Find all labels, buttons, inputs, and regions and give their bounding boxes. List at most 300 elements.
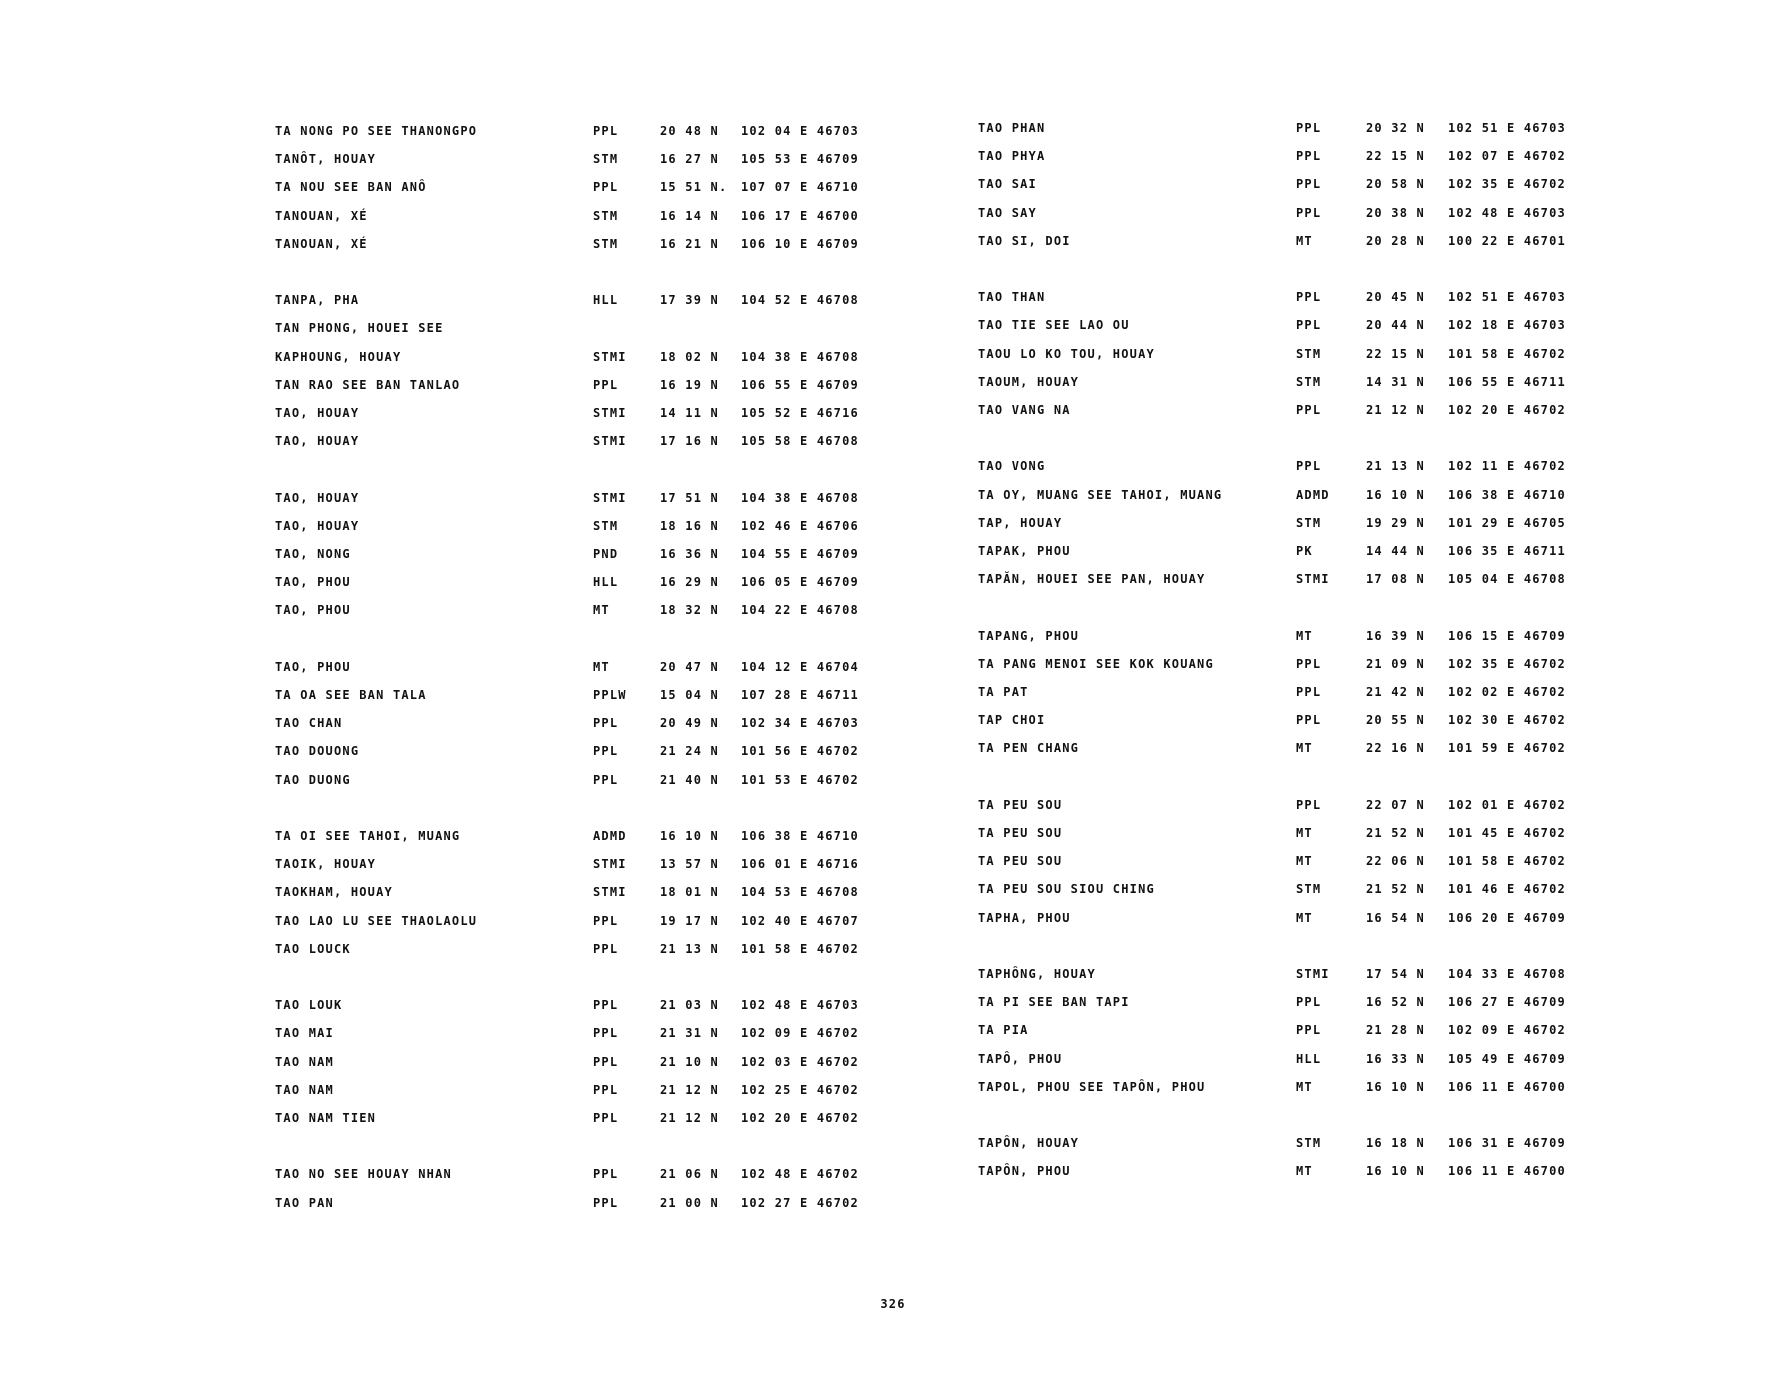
latitude: 20 58 N <box>1366 177 1425 192</box>
latitude: 22 06 N <box>1366 854 1425 869</box>
feature-type: PPL <box>1296 797 1322 812</box>
gazetteer-entry <box>978 657 1618 677</box>
longitude-and-sheet: 106 15 E 46709 <box>1448 628 1566 643</box>
feature-type: STMI <box>593 857 627 872</box>
feature-type: PPL <box>593 744 619 759</box>
gazetteer-entry <box>275 744 915 764</box>
gazetteer-entry <box>275 378 915 398</box>
place-name: TAO VANG NA <box>978 403 1071 417</box>
latitude: 21 24 N <box>660 744 719 759</box>
longitude-and-sheet: 100 22 E 46701 <box>1448 233 1566 248</box>
place-name: TAO, PHOU <box>275 603 351 618</box>
longitude-and-sheet: 106 38 E 46710 <box>1448 487 1566 502</box>
feature-type: PPL <box>593 124 619 138</box>
longitude-and-sheet: 104 53 E 46708 <box>741 885 859 900</box>
gazetteer-entry <box>275 603 915 623</box>
place-name: TAPÔN, HOUAY <box>978 1136 1080 1151</box>
gazetteer-entry <box>978 1023 1618 1043</box>
longitude-and-sheet: 106 38 E 46710 <box>741 829 859 843</box>
latitude: 17 08 N <box>1366 572 1425 587</box>
gazetteer-entry <box>275 914 915 934</box>
place-name: TAO NAM TIEN <box>275 1111 377 1125</box>
longitude-and-sheet: 102 30 E 46702 <box>1448 713 1566 728</box>
feature-type: PPL <box>1296 1023 1322 1038</box>
longitude-and-sheet: 101 58 E 46702 <box>1448 346 1566 361</box>
gazetteer-entry <box>275 1026 915 1046</box>
place-name: TAO, HOUAY <box>275 490 360 505</box>
place-name: TAPÔ, PHOU <box>978 1051 1063 1066</box>
gazetteer-entry <box>978 459 1618 479</box>
longitude-and-sheet: 107 28 E 46711 <box>741 688 859 702</box>
longitude-and-sheet: 102 34 E 46703 <box>741 716 859 731</box>
feature-type: PPL <box>593 998 619 1013</box>
place-name: TAO MAI <box>275 1026 334 1041</box>
gazetteer-entry <box>275 1167 915 1187</box>
gazetteer-entry <box>978 149 1618 169</box>
longitude-and-sheet: 102 27 E 46702 <box>741 1195 859 1210</box>
place-name: TAO TIE SEE LAO OU <box>978 318 1130 333</box>
gazetteer-entry <box>978 713 1618 733</box>
latitude: 16 10 N <box>1366 1164 1425 1179</box>
feature-type: PPL <box>1296 205 1322 220</box>
longitude-and-sheet: 104 22 E 46708 <box>741 603 859 618</box>
feature-type: PPL <box>593 1026 619 1041</box>
longitude-and-sheet: 101 45 E 46702 <box>1448 826 1566 840</box>
gazetteer-entry <box>275 716 915 736</box>
latitude: 18 01 N <box>660 885 719 900</box>
latitude: 16 36 N <box>660 547 719 561</box>
latitude: 21 00 N <box>660 1195 719 1210</box>
place-name: TAO DUONG <box>275 772 351 787</box>
latitude: 16 18 N <box>1366 1136 1425 1151</box>
feature-type: STM <box>593 208 619 223</box>
place-name: TAO, HOUAY <box>275 406 360 420</box>
place-name: TAO THAN <box>978 290 1046 305</box>
longitude-and-sheet: 101 29 E 46705 <box>1448 515 1566 530</box>
gazetteer-entry <box>978 375 1618 395</box>
place-name: TAOUM, HOUAY <box>978 374 1080 389</box>
gazetteer-entry <box>978 995 1618 1015</box>
feature-type: PPL <box>1296 713 1322 728</box>
gazetteer-entry <box>275 124 915 144</box>
longitude-and-sheet: 102 48 E 46703 <box>741 998 859 1013</box>
feature-type: STMI <box>1296 967 1330 981</box>
feature-type: PPL <box>1296 403 1322 417</box>
latitude: 15 51 N. <box>660 180 728 195</box>
place-name: TAO, NONG <box>275 547 351 561</box>
place-name: TAPOL, PHOU SEE TAPÔN, PHOU <box>978 1079 1206 1094</box>
feature-type: PPLW <box>593 688 627 702</box>
gazetteer-entry <box>978 177 1618 197</box>
gazetteer-entry <box>978 206 1618 226</box>
feature-type: MT <box>1296 854 1313 869</box>
place-name: TANOUAN, XÉ <box>275 208 368 223</box>
feature-type: HLL <box>1296 1051 1322 1066</box>
latitude: 22 15 N <box>1366 346 1425 361</box>
longitude-and-sheet: 104 52 E 46708 <box>741 293 859 308</box>
feature-type: MT <box>1296 910 1313 925</box>
gazetteer-entry <box>275 350 915 370</box>
longitude-and-sheet: 101 56 E 46702 <box>741 744 859 759</box>
latitude: 21 31 N <box>660 1026 719 1041</box>
latitude: 13 57 N <box>660 857 719 872</box>
longitude-and-sheet: 105 49 E 46709 <box>1448 1051 1566 1066</box>
longitude-and-sheet: 102 51 E 46703 <box>1448 290 1566 305</box>
longitude-and-sheet: 101 53 E 46702 <box>741 772 859 787</box>
latitude: 16 54 N <box>1366 910 1425 925</box>
latitude: 21 52 N <box>1366 882 1425 897</box>
longitude-and-sheet: 102 03 E 46702 <box>741 1054 859 1069</box>
latitude: 21 03 N <box>660 998 719 1013</box>
longitude-and-sheet: 106 31 E 46709 <box>1448 1136 1566 1151</box>
longitude-and-sheet: 101 58 E 46702 <box>741 941 859 956</box>
feature-type: PPL <box>593 377 619 392</box>
feature-type: PND <box>593 547 619 561</box>
gazetteer-entry <box>978 516 1618 536</box>
latitude: 20 45 N <box>1366 290 1425 305</box>
place-name: TAO, PHOU <box>275 575 351 590</box>
place-name: TA OI SEE TAHOI, MUANG <box>275 829 461 843</box>
place-name: TAO SAY <box>978 205 1037 220</box>
place-name: TA PI SEE BAN TAPI <box>978 995 1130 1010</box>
place-name: TAO, PHOU <box>275 659 351 674</box>
gazetteer-entry <box>275 829 915 849</box>
place-name: TAPAK, PHOU <box>978 544 1071 558</box>
latitude: 18 32 N <box>660 603 719 618</box>
gazetteer-entry <box>978 1052 1618 1072</box>
feature-type: STMI <box>593 434 627 449</box>
longitude-and-sheet: 104 33 E 46708 <box>1448 967 1566 981</box>
place-name: TAOIK, HOUAY <box>275 857 377 872</box>
place-name: TAN PHONG, HOUEI SEE <box>275 321 444 336</box>
place-name: TA PEU SOU <box>978 797 1063 812</box>
feature-type: STMI <box>593 349 627 364</box>
place-name: TAOU LO KO TOU, HOUAY <box>978 346 1155 361</box>
place-name: TAN RAO SEE BAN TANLAO <box>275 377 461 392</box>
longitude-and-sheet: 102 35 E 46702 <box>1448 177 1566 192</box>
gazetteer-entry <box>275 857 915 877</box>
gazetteer-entry <box>978 572 1618 592</box>
feature-type: PPL <box>593 913 619 928</box>
longitude-and-sheet: 102 01 E 46702 <box>1448 797 1566 812</box>
latitude: 14 11 N <box>660 406 719 420</box>
place-name: TAO SI, DOI <box>978 233 1071 248</box>
longitude-and-sheet: 102 20 E 46702 <box>1448 403 1566 417</box>
gazetteer-entry <box>978 290 1618 310</box>
feature-type: STMI <box>593 490 627 505</box>
feature-type: STM <box>1296 1136 1322 1151</box>
feature-type: PPL <box>593 716 619 731</box>
latitude: 17 39 N <box>660 293 719 308</box>
latitude: 18 02 N <box>660 349 719 364</box>
place-name: TA PIA <box>978 1023 1029 1038</box>
longitude-and-sheet: 106 10 E 46709 <box>741 236 859 251</box>
place-name: TAPANG, PHOU <box>978 628 1080 643</box>
place-name: TAP, HOUAY <box>978 515 1063 530</box>
place-name: TAPHÔNG, HOUAY <box>978 967 1096 981</box>
place-name: TANOUAN, XÉ <box>275 236 368 251</box>
feature-type: PPL <box>1296 177 1322 192</box>
longitude-and-sheet: 105 04 E 46708 <box>1448 572 1566 587</box>
place-name: TA PEU SOU SIOU CHING <box>978 882 1155 897</box>
longitude-and-sheet: 102 02 E 46702 <box>1448 685 1566 699</box>
feature-type: PPL <box>1296 318 1322 333</box>
latitude: 21 10 N <box>660 1054 719 1069</box>
gazetteer-entry <box>978 1164 1618 1184</box>
gazetteer-entry <box>275 1111 915 1131</box>
latitude: 16 14 N <box>660 208 719 223</box>
feature-type: ADMD <box>1296 487 1330 502</box>
longitude-and-sheet: 104 12 E 46704 <box>741 659 859 674</box>
gazetteer-entry <box>275 491 915 511</box>
place-name: TA NOU SEE BAN ANÔ <box>275 180 427 195</box>
latitude: 21 42 N <box>1366 685 1425 699</box>
gazetteer-entry <box>978 544 1618 564</box>
place-name: TAO LOUCK <box>275 941 351 956</box>
feature-type: PPL <box>593 1167 619 1182</box>
feature-type: MT <box>1296 628 1313 643</box>
place-name: TANPA, PHA <box>275 293 360 308</box>
place-name: KAPHOUNG, HOUAY <box>275 349 402 364</box>
latitude: 16 21 N <box>660 236 719 251</box>
gazetteer-entry <box>275 237 915 257</box>
latitude: 16 52 N <box>1366 995 1425 1010</box>
gazetteer-entry <box>978 826 1618 846</box>
place-name: TAO PHYA <box>978 149 1046 164</box>
gazetteer-entry <box>275 406 915 426</box>
feature-type: PPL <box>593 772 619 787</box>
gazetteer-entry <box>275 1055 915 1075</box>
feature-type: MT <box>1296 1164 1313 1179</box>
longitude-and-sheet: 105 52 E 46716 <box>741 406 859 420</box>
latitude: 20 44 N <box>1366 318 1425 333</box>
longitude-and-sheet: 101 46 E 46702 <box>1448 882 1566 897</box>
feature-type: ADMD <box>593 829 627 843</box>
longitude-and-sheet: 104 38 E 46708 <box>741 490 859 505</box>
feature-type: MT <box>593 659 610 674</box>
place-name: TA PEU SOU <box>978 854 1063 869</box>
longitude-and-sheet: 105 53 E 46709 <box>741 152 859 167</box>
feature-type: MT <box>1296 233 1313 248</box>
gazetteer-entry <box>978 318 1618 338</box>
latitude: 21 06 N <box>660 1167 719 1182</box>
latitude: 16 19 N <box>660 377 719 392</box>
feature-type: STM <box>1296 515 1322 530</box>
gazetteer-entry <box>275 885 915 905</box>
longitude-and-sheet: 104 55 E 46709 <box>741 547 859 561</box>
feature-type: PPL <box>1296 685 1322 699</box>
place-name: TAPHA, PHOU <box>978 910 1071 925</box>
feature-type: STMI <box>593 885 627 900</box>
longitude-and-sheet: 102 25 E 46702 <box>741 1082 859 1097</box>
gazetteer-entry <box>978 685 1618 705</box>
feature-type: HLL <box>593 293 619 308</box>
latitude: 20 32 N <box>1366 121 1425 135</box>
gazetteer-entry <box>978 403 1618 423</box>
gazetteer-entry <box>978 347 1618 367</box>
latitude: 20 47 N <box>660 659 719 674</box>
latitude: 16 39 N <box>1366 628 1425 643</box>
longitude-and-sheet: 102 09 E 46702 <box>741 1026 859 1041</box>
feature-type: PPL <box>593 1054 619 1069</box>
gazetteer-entry <box>275 152 915 172</box>
place-name: TAO NAM <box>275 1054 334 1069</box>
latitude: 17 54 N <box>1366 967 1425 981</box>
feature-type: MT <box>1296 1079 1313 1094</box>
gazetteer-entry <box>275 519 915 539</box>
place-name: TAOKHAM, HOUAY <box>275 885 393 900</box>
gazetteer-entry <box>275 434 915 454</box>
feature-type: MT <box>1296 826 1313 840</box>
feature-type: STM <box>593 236 619 251</box>
latitude: 16 29 N <box>660 575 719 590</box>
feature-type: MT <box>1296 741 1313 756</box>
latitude: 16 10 N <box>1366 1079 1425 1094</box>
feature-type: MT <box>593 603 610 618</box>
latitude: 21 13 N <box>660 941 719 956</box>
latitude: 16 33 N <box>1366 1051 1425 1066</box>
latitude: 19 17 N <box>660 913 719 928</box>
place-name: TA NONG PO SEE THANONGPO <box>275 124 478 138</box>
latitude: 17 51 N <box>660 490 719 505</box>
longitude-and-sheet: 106 17 E 46700 <box>741 208 859 223</box>
feature-type: PPL <box>593 180 619 195</box>
longitude-and-sheet: 102 07 E 46702 <box>1448 149 1566 164</box>
latitude: 22 16 N <box>1366 741 1425 756</box>
place-name: TAO LOUK <box>275 998 343 1013</box>
place-name: TA OA SEE BAN TALA <box>275 688 427 702</box>
feature-type: PK <box>1296 544 1313 558</box>
longitude-and-sheet: 106 35 E 46711 <box>1448 544 1566 558</box>
latitude: 20 49 N <box>660 716 719 731</box>
longitude-and-sheet: 102 46 E 46706 <box>741 518 859 533</box>
gazetteer-entry <box>978 798 1618 818</box>
gazetteer-entry <box>275 321 915 341</box>
latitude: 21 28 N <box>1366 1023 1425 1038</box>
latitude: 21 09 N <box>1366 656 1425 671</box>
latitude: 19 29 N <box>1366 515 1425 530</box>
longitude-and-sheet: 102 51 E 46703 <box>1448 121 1566 135</box>
place-name: TA PAT <box>978 685 1029 699</box>
latitude: 16 27 N <box>660 152 719 167</box>
feature-type: STMI <box>1296 572 1330 587</box>
latitude: 15 04 N <box>660 688 719 702</box>
latitude: 21 13 N <box>1366 459 1425 474</box>
longitude-and-sheet: 107 07 E 46710 <box>741 180 859 195</box>
feature-type: PPL <box>593 1195 619 1210</box>
feature-type: PPL <box>593 941 619 956</box>
longitude-and-sheet: 106 20 E 46709 <box>1448 910 1566 925</box>
place-name: TAO NO SEE HOUAY NHAN <box>275 1167 452 1182</box>
gazetteer-entry <box>275 547 915 567</box>
feature-type: PPL <box>593 1082 619 1097</box>
longitude-and-sheet: 102 11 E 46702 <box>1448 459 1566 474</box>
place-name: TAO VONG <box>978 459 1046 474</box>
feature-type: HLL <box>593 575 619 590</box>
place-name: TAO NAM <box>275 1082 334 1097</box>
feature-type: STM <box>593 518 619 533</box>
latitude: 16 10 N <box>660 829 719 843</box>
latitude: 14 44 N <box>1366 544 1425 558</box>
feature-type: PPL <box>1296 995 1322 1010</box>
gazetteer-entry <box>978 1080 1618 1100</box>
longitude-and-sheet: 106 55 E 46709 <box>741 377 859 392</box>
place-name: TANÔT, HOUAY <box>275 152 377 167</box>
feature-type: STM <box>1296 346 1322 361</box>
latitude: 21 52 N <box>1366 826 1425 840</box>
feature-type: STM <box>593 152 619 167</box>
longitude-and-sheet: 102 48 E 46702 <box>741 1167 859 1182</box>
latitude: 20 48 N <box>660 124 719 138</box>
place-name: TAO LAO LU SEE THAOLAOLU <box>275 913 478 928</box>
gazetteer-entry <box>978 629 1618 649</box>
latitude: 22 07 N <box>1366 797 1425 812</box>
gazetteer-entry <box>978 882 1618 902</box>
gazetteer-entry <box>275 773 915 793</box>
place-name: TAO SAI <box>978 177 1037 192</box>
latitude: 18 16 N <box>660 518 719 533</box>
latitude: 22 15 N <box>1366 149 1425 164</box>
longitude-and-sheet: 101 59 E 46702 <box>1448 741 1566 756</box>
longitude-and-sheet: 106 11 E 46700 <box>1448 1164 1566 1179</box>
latitude: 17 16 N <box>660 434 719 449</box>
gazetteer-entry <box>275 1196 915 1216</box>
longitude-and-sheet: 102 20 E 46702 <box>741 1111 859 1125</box>
gazetteer-entry <box>978 854 1618 874</box>
place-name: TAO CHAN <box>275 716 343 731</box>
longitude-and-sheet: 102 40 E 46707 <box>741 913 859 928</box>
gazetteer-entry <box>978 741 1618 761</box>
feature-type: PPL <box>1296 121 1322 135</box>
longitude-and-sheet: 102 04 E 46703 <box>741 124 859 138</box>
gazetteer-entry <box>978 488 1618 508</box>
gazetteer-entry <box>275 180 915 200</box>
place-name: TAP CHOI <box>978 713 1046 728</box>
feature-type: PPL <box>1296 459 1322 474</box>
feature-type: PPL <box>1296 290 1322 305</box>
gazetteer-entry <box>275 942 915 962</box>
longitude-and-sheet: 101 58 E 46702 <box>1448 854 1566 869</box>
longitude-and-sheet: 106 01 E 46716 <box>741 857 859 872</box>
gazetteer-entry <box>275 688 915 708</box>
latitude: 21 40 N <box>660 772 719 787</box>
feature-type: STM <box>1296 374 1322 389</box>
gazetteer-entry <box>275 575 915 595</box>
longitude-and-sheet: 102 48 E 46703 <box>1448 205 1566 220</box>
longitude-and-sheet: 105 58 E 46708 <box>741 434 859 449</box>
gazetteer-entry <box>978 121 1618 141</box>
gazetteer-entry <box>275 998 915 1018</box>
place-name: TAO DOUONG <box>275 744 360 759</box>
latitude: 20 28 N <box>1366 233 1425 248</box>
longitude-and-sheet: 102 35 E 46702 <box>1448 656 1566 671</box>
latitude: 16 10 N <box>1366 487 1425 502</box>
gazetteer-entry <box>978 911 1618 931</box>
longitude-and-sheet: 102 18 E 46703 <box>1448 318 1566 333</box>
gazetteer-entry <box>275 1083 915 1103</box>
place-name: TAO, HOUAY <box>275 434 360 449</box>
gazetteer-entry <box>978 1136 1618 1156</box>
feature-type: STMI <box>593 406 627 420</box>
latitude: 21 12 N <box>1366 403 1425 417</box>
place-name: TAO, HOUAY <box>275 518 360 533</box>
latitude: 20 55 N <box>1366 713 1425 728</box>
place-name: TAO PAN <box>275 1195 334 1210</box>
place-name: TA PEU SOU <box>978 826 1063 840</box>
feature-type: PPL <box>593 1111 619 1125</box>
feature-type: PPL <box>1296 656 1322 671</box>
page-number: 326 <box>880 1297 906 1311</box>
